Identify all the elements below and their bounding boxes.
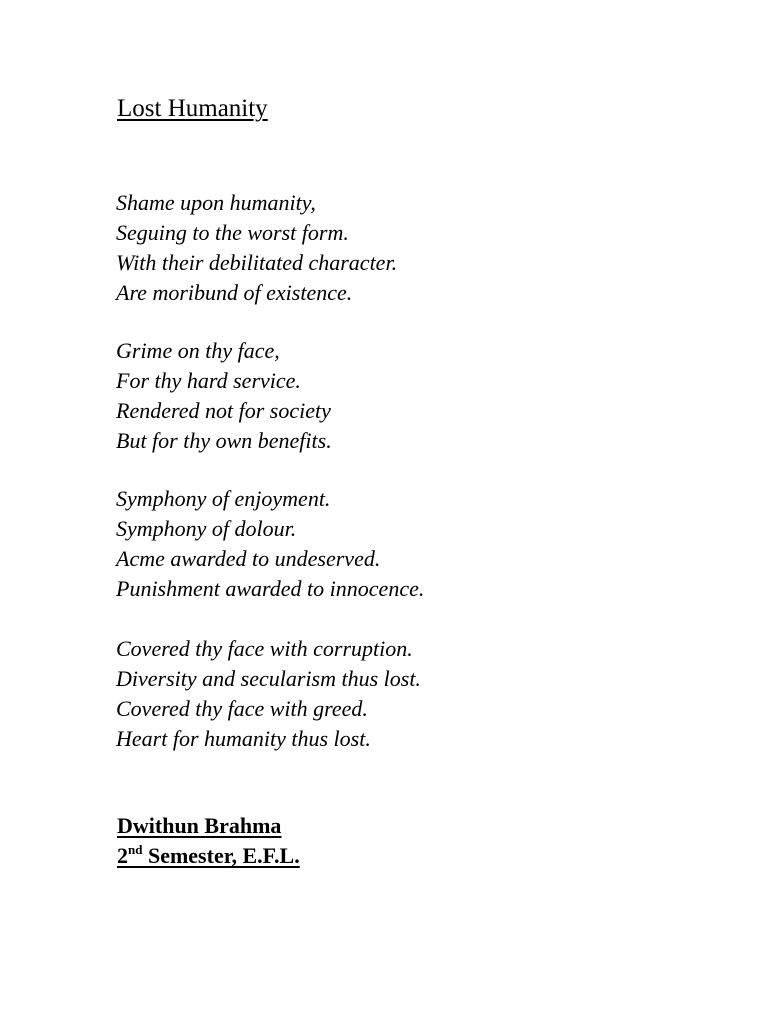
poem-line: Shame upon humanity,: [116, 190, 316, 215]
stanza-1: [116, 188, 716, 308]
stanza-2: [116, 336, 716, 456]
poem-line: Heart for humanity thus lost.: [116, 726, 371, 751]
author-semester: [117, 841, 300, 871]
poem-line: Punishment awarded to innocence.: [116, 576, 425, 601]
poem-line: Are moribund of existence.: [116, 280, 353, 305]
semester-number: 2: [117, 843, 128, 868]
semester-suffix: nd: [128, 842, 143, 857]
poem-line: Rendered not for society: [116, 398, 331, 423]
poem-line: Grime on thy face,: [116, 338, 280, 363]
stanza-3: [116, 484, 716, 604]
poem-title: Lost Humanity: [117, 95, 268, 122]
stanza-4: [116, 634, 716, 754]
poem-line: Symphony of dolour.: [116, 516, 297, 541]
poem-line: Covered thy face with greed.: [116, 696, 368, 721]
author-block: [117, 811, 300, 871]
poem-line: But for thy own benefits.: [116, 428, 332, 453]
poem-line: Diversity and secularism thus lost.: [116, 666, 421, 691]
poem-line: For thy hard service.: [116, 368, 301, 393]
author-name: Dwithun Brahma: [117, 813, 282, 838]
poem-line: Acme awarded to undeserved.: [116, 546, 381, 571]
poem-body: [116, 188, 716, 782]
poem-line: Covered thy face with corruption.: [116, 636, 413, 661]
poem-line: Seguing to the worst form.: [116, 220, 349, 245]
semester-rest: Semester, E.F.L.: [142, 843, 300, 868]
poem-line: With their debilitated character.: [116, 250, 398, 275]
poem-line: Symphony of enjoyment.: [116, 486, 331, 511]
